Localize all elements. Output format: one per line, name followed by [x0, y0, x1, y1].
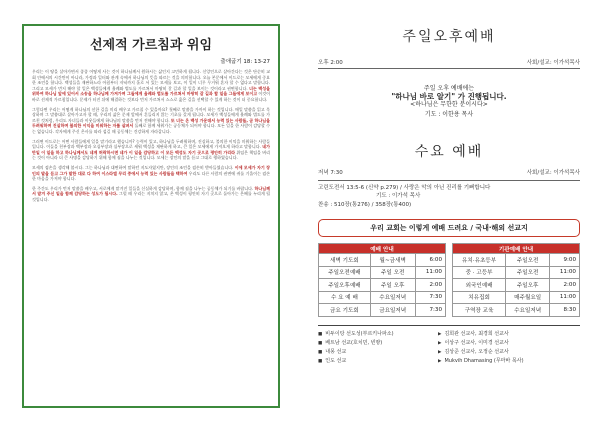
- service-name: 주일오전예배: [319, 266, 371, 279]
- mission-item: [318, 339, 580, 348]
- highlighted-verse: 너는 백성을 위하여 하나님 앞에 있어서 소송을 하나님께 가져가며 그들에게 율례와 법도를 가르쳐서 마땅히 갈 길과 할 일을 그들에게 보이고: [32, 85, 270, 97]
- wed-leader: 사회/설교: 이가석목사: [526, 170, 580, 176]
- service-name: 외국인예배: [453, 279, 506, 292]
- worship-table-header: 예배 안내: [319, 244, 446, 254]
- table-row: [453, 266, 580, 279]
- table-row: [453, 279, 580, 292]
- service-time: 11:00: [415, 266, 445, 279]
- pm-leader: 사회/설교: 이가석목사: [526, 60, 580, 66]
- service-time: 11:00: [550, 291, 580, 304]
- service-day: 주일오전: [506, 254, 550, 267]
- service-day: 주일 오후: [370, 279, 415, 292]
- missionaries: 김희관 선교사, 최경희 선교사: [444, 330, 509, 337]
- service-name: 금요 기도회: [319, 304, 371, 317]
- pm-notice-line4: 기도 : 이한용 목사: [424, 111, 474, 118]
- sermon-paragraph: [32, 107, 270, 135]
- bullet-icon: ■: [318, 349, 323, 355]
- table-row: [319, 304, 446, 317]
- group-table-header: 기관예배 안내: [453, 244, 580, 254]
- bullet-icon: ■: [318, 340, 323, 346]
- pm-notice-line1: 주일 오후 예배에는: [423, 85, 475, 92]
- service-name: 수 요 예 배: [319, 291, 371, 304]
- mission-item: [318, 330, 580, 339]
- sermon-paragraph: [32, 186, 270, 203]
- mission-field: 베트남 선교(호치민, 빈땅): [325, 339, 383, 346]
- pm-notice-line2: "하나님 바로 알기" 가 진행됩니다.: [391, 92, 507, 101]
- service-time: 7:30: [415, 291, 445, 304]
- wed-hymns: 찬송 : 510장(통276) / 358장(통400): [318, 201, 412, 208]
- highlighted-verse: 하나님께서 맡겨 주신 일을 함께 감당하는 성도가 됩시다.: [32, 185, 270, 197]
- service-time: 2:00: [550, 279, 580, 292]
- paragraph-text: 그렇다면 우리는 어떻게 하나님의 선한 길을 미리 배우고 가르칠 수 있을까요? 첫째로 말씀을 가까이 하는 것입니다. 매일 말씀을 읽고 묵상하며 그 말씀대로 살아가고자 할 때, 우리의 삶은 문제 앞에서 흔들리지 않는 기초를 갖게 됩니다. 모세가 백성들에게 율례와 법도를 가르친 것처럼, 우리도 자녀들과 이웃들에게 하나님의 말씀을 먼저 전해야 합니다.: [32, 106, 270, 123]
- service-day: 금요일저녁: [370, 304, 415, 317]
- mission-item: [318, 348, 580, 357]
- mission-list: [318, 325, 580, 367]
- table-row: [319, 266, 446, 279]
- worship-guide-banner: 우리 교회는 이렇게 예배 드려요 / 국내·해외 선교지: [318, 219, 580, 237]
- pm-notice-line3: <하나님은 무한한 분이시다>: [410, 101, 488, 108]
- service-name: 치유집회: [453, 291, 506, 304]
- paragraph-text: 한 주간도 우리가 먼저 말씀을 배우고, 서로에게 맡겨진 일들을 신실하게 감당하며, 함께 짐을 나누는 공동체가 되기를 바랍니다.: [32, 185, 255, 191]
- service-name: 구역장 교육: [453, 304, 506, 317]
- service-name: 중 · 고등부: [453, 266, 506, 279]
- scripture-reference: 출애굽기 18: 13-27: [220, 59, 270, 65]
- bullet-icon: ■: [318, 331, 323, 337]
- sermon-title: 선제적 가르침과 위임: [89, 38, 213, 53]
- service-day: 매주월요일: [506, 291, 550, 304]
- paragraph-text: 우리도 다른 사람의 권면에 귀를 기울이는 겸손한 마음을 가져야 합니다.: [32, 170, 270, 182]
- sermon-paragraph: [32, 165, 270, 182]
- service-name: 새벽 기도회: [319, 254, 371, 267]
- table-row: [453, 291, 580, 304]
- table-row: [319, 291, 446, 304]
- missionaries: Mukvih Dhamasing (무마바 목사): [444, 358, 524, 365]
- pm-time: 오후 2:00: [318, 60, 343, 66]
- arrow-icon: ▶: [438, 359, 442, 365]
- wed-service-title: 수요 예배: [414, 144, 484, 160]
- wed-service-info: [318, 169, 580, 209]
- mission-field: 내몽 선교: [325, 348, 347, 355]
- wed-time: 저녁 7:30: [318, 170, 343, 176]
- schedule-tables: [318, 243, 580, 317]
- group-schedule-table: [452, 243, 580, 317]
- sermon-body: [32, 69, 270, 202]
- wed-prayer: 기도 : 이가석 목사: [376, 193, 421, 199]
- sermon-page: [22, 24, 280, 408]
- bulletin-page: [318, 24, 580, 408]
- service-day: 월~금새벽: [370, 254, 415, 267]
- arrow-icon: ▶: [438, 349, 442, 355]
- service-name: 주일오후예배: [319, 279, 371, 292]
- sermon-paragraph: [32, 139, 270, 161]
- service-day: 주일 오전: [370, 266, 415, 279]
- table-row: [319, 279, 446, 292]
- paragraph-text: 위임은 책임을 버리는 것이 아니라 더 큰 사명을 감당하기 위해 함께 짐을 나누는 것입니다. 모세는 장인의 말을 듣고 그대로 행하였습니다.: [32, 149, 270, 161]
- service-time: 9:00: [550, 254, 580, 267]
- highlighted-verse: 이에 모세가 자기 장인의 말을 듣고 그가 말한 대로 다 하여 이스라엘 무리 중에서 능력 있는 사람들을 택하여: [32, 164, 270, 176]
- highlighted-verse: 네가 만일 이 일을 하고 하나님께서도 네게 허락하시면 네가 이 일을 감당하고 이 모든 백성도 자기 곳으로 평안히 가리라: [32, 144, 270, 155]
- paragraph-text: 이것이 바로 선제적 가르침입니다. 문제가 터진 뒤에 해결하는 것보다 먼저 가르쳐서 스스로 옳은 길을 선택할 수 있게 하는 것이 더 중요합니다.: [32, 91, 270, 102]
- service-time: 11:00: [550, 266, 580, 279]
- arrow-icon: ▶: [438, 340, 442, 346]
- service-day: 주일오후: [506, 279, 550, 292]
- table-row: [453, 304, 580, 317]
- service-time: 7:30: [415, 304, 445, 317]
- missionaries: 이상구 선교사, 이미경 선교사: [444, 339, 509, 346]
- highlighted-verse: 또 너는 온 백성 가운데서 능력 있는 사람들, 곧 하나님을 두려워하며 진실하며 불의한 이익을 미워하는 자를 살펴서: [32, 117, 270, 129]
- service-day: 주일오전: [506, 266, 550, 279]
- service-time: 2:00: [415, 279, 445, 292]
- service-day: 수요일저녁: [506, 304, 550, 317]
- page-gutter: [298, 0, 299, 424]
- missionaries: 김상준 선교사, 오정순 선교사: [444, 348, 509, 355]
- mission-field: 비두이탕 선도성(부르키나파소): [325, 330, 394, 337]
- pm-service-title: 주일오후예배: [402, 29, 496, 45]
- paragraph-text: 둘째로 함께 세워가는 공동체가 되어야 합니다. 모든 일을 한 사람이 감당할 수는 없습니다. 각자에게 주신 은사를 따라 섬길 때 공동체는 건강하게 자라갑니다.: [32, 123, 270, 134]
- service-time: 6:00: [415, 254, 445, 267]
- mission-field: 인도 선교: [325, 358, 347, 365]
- service-time: 8:30: [550, 304, 580, 317]
- service-day: 수요일저녁: [370, 291, 415, 304]
- paragraph-text: 그러면 이드로는 어떤 사람들에게 일을 맡기라고 했습니까? 능력이 있고, 하나님을 두려워하며, 진실하고, 불의한 이익을 미워하는 사람들입니다. 이들을 천부장과 백부장과 오십부장과 십부장으로 세워 백성을 재판하게 하고, 큰 일은 모세에게 가져오게 하라고 말합니다.: [32, 138, 270, 150]
- mission-item: [318, 357, 580, 366]
- paragraph-text: 우리는 이 땅을 살아가면서 종종 어떻게 사는 것이 하나님께서 원하시는 삶인지 고민하게 됩니다. 신앙인으로 살아간다는 것은 단순히 교회 안에서의 시간만이 아니라, 가정과 일터와 관계 속에서 하나님의 뜻을 따르는 것을 의미합니다. 오늘 본문에서 이드로는 모세에게 중요한 조언을 합니다. 백성들을 재판하느라 아침부터 저녁까지 홀로 서 있는 모세를 보고, 이 일이 너무 무거워 혼자 할 수 없다고 말합니다. 그리고 모세가 먼저 해야 할 일은 백성들에게 율례와 법도를 가르쳐서 마땅히 갈 길과 할 일을 보이는 것이라고 권면합니다.: [32, 69, 270, 91]
- arrow-icon: ▶: [438, 331, 442, 337]
- bullet-icon: ■: [318, 359, 323, 365]
- worship-schedule-table: [318, 243, 446, 317]
- pm-service-info: [318, 58, 580, 69]
- sermon-paragraph: [32, 69, 270, 103]
- table-row: [453, 254, 580, 267]
- table-row: [319, 254, 446, 267]
- pm-notice: [318, 85, 580, 119]
- paragraph-text: 그럴 때 우리는 지치지 않고, 온 백성이 평안히 자기 곳으로 돌아가는 은혜를 누리게 될 것입니다.: [32, 191, 270, 202]
- service-name: 유치·유초등부: [453, 254, 506, 267]
- wed-scripture: 고린도전서 13:5-6 (신약 p.279) / 사랑은 악의 아닌 진리를 기뻐합니다: [318, 184, 491, 191]
- paragraph-text: 모세의 겸손을 생각해 봅시다. 그는 하나님과 대면하여 말하던 지도자였지만, 장인의 조언을 겸손히 받아들였습니다.: [32, 164, 235, 170]
